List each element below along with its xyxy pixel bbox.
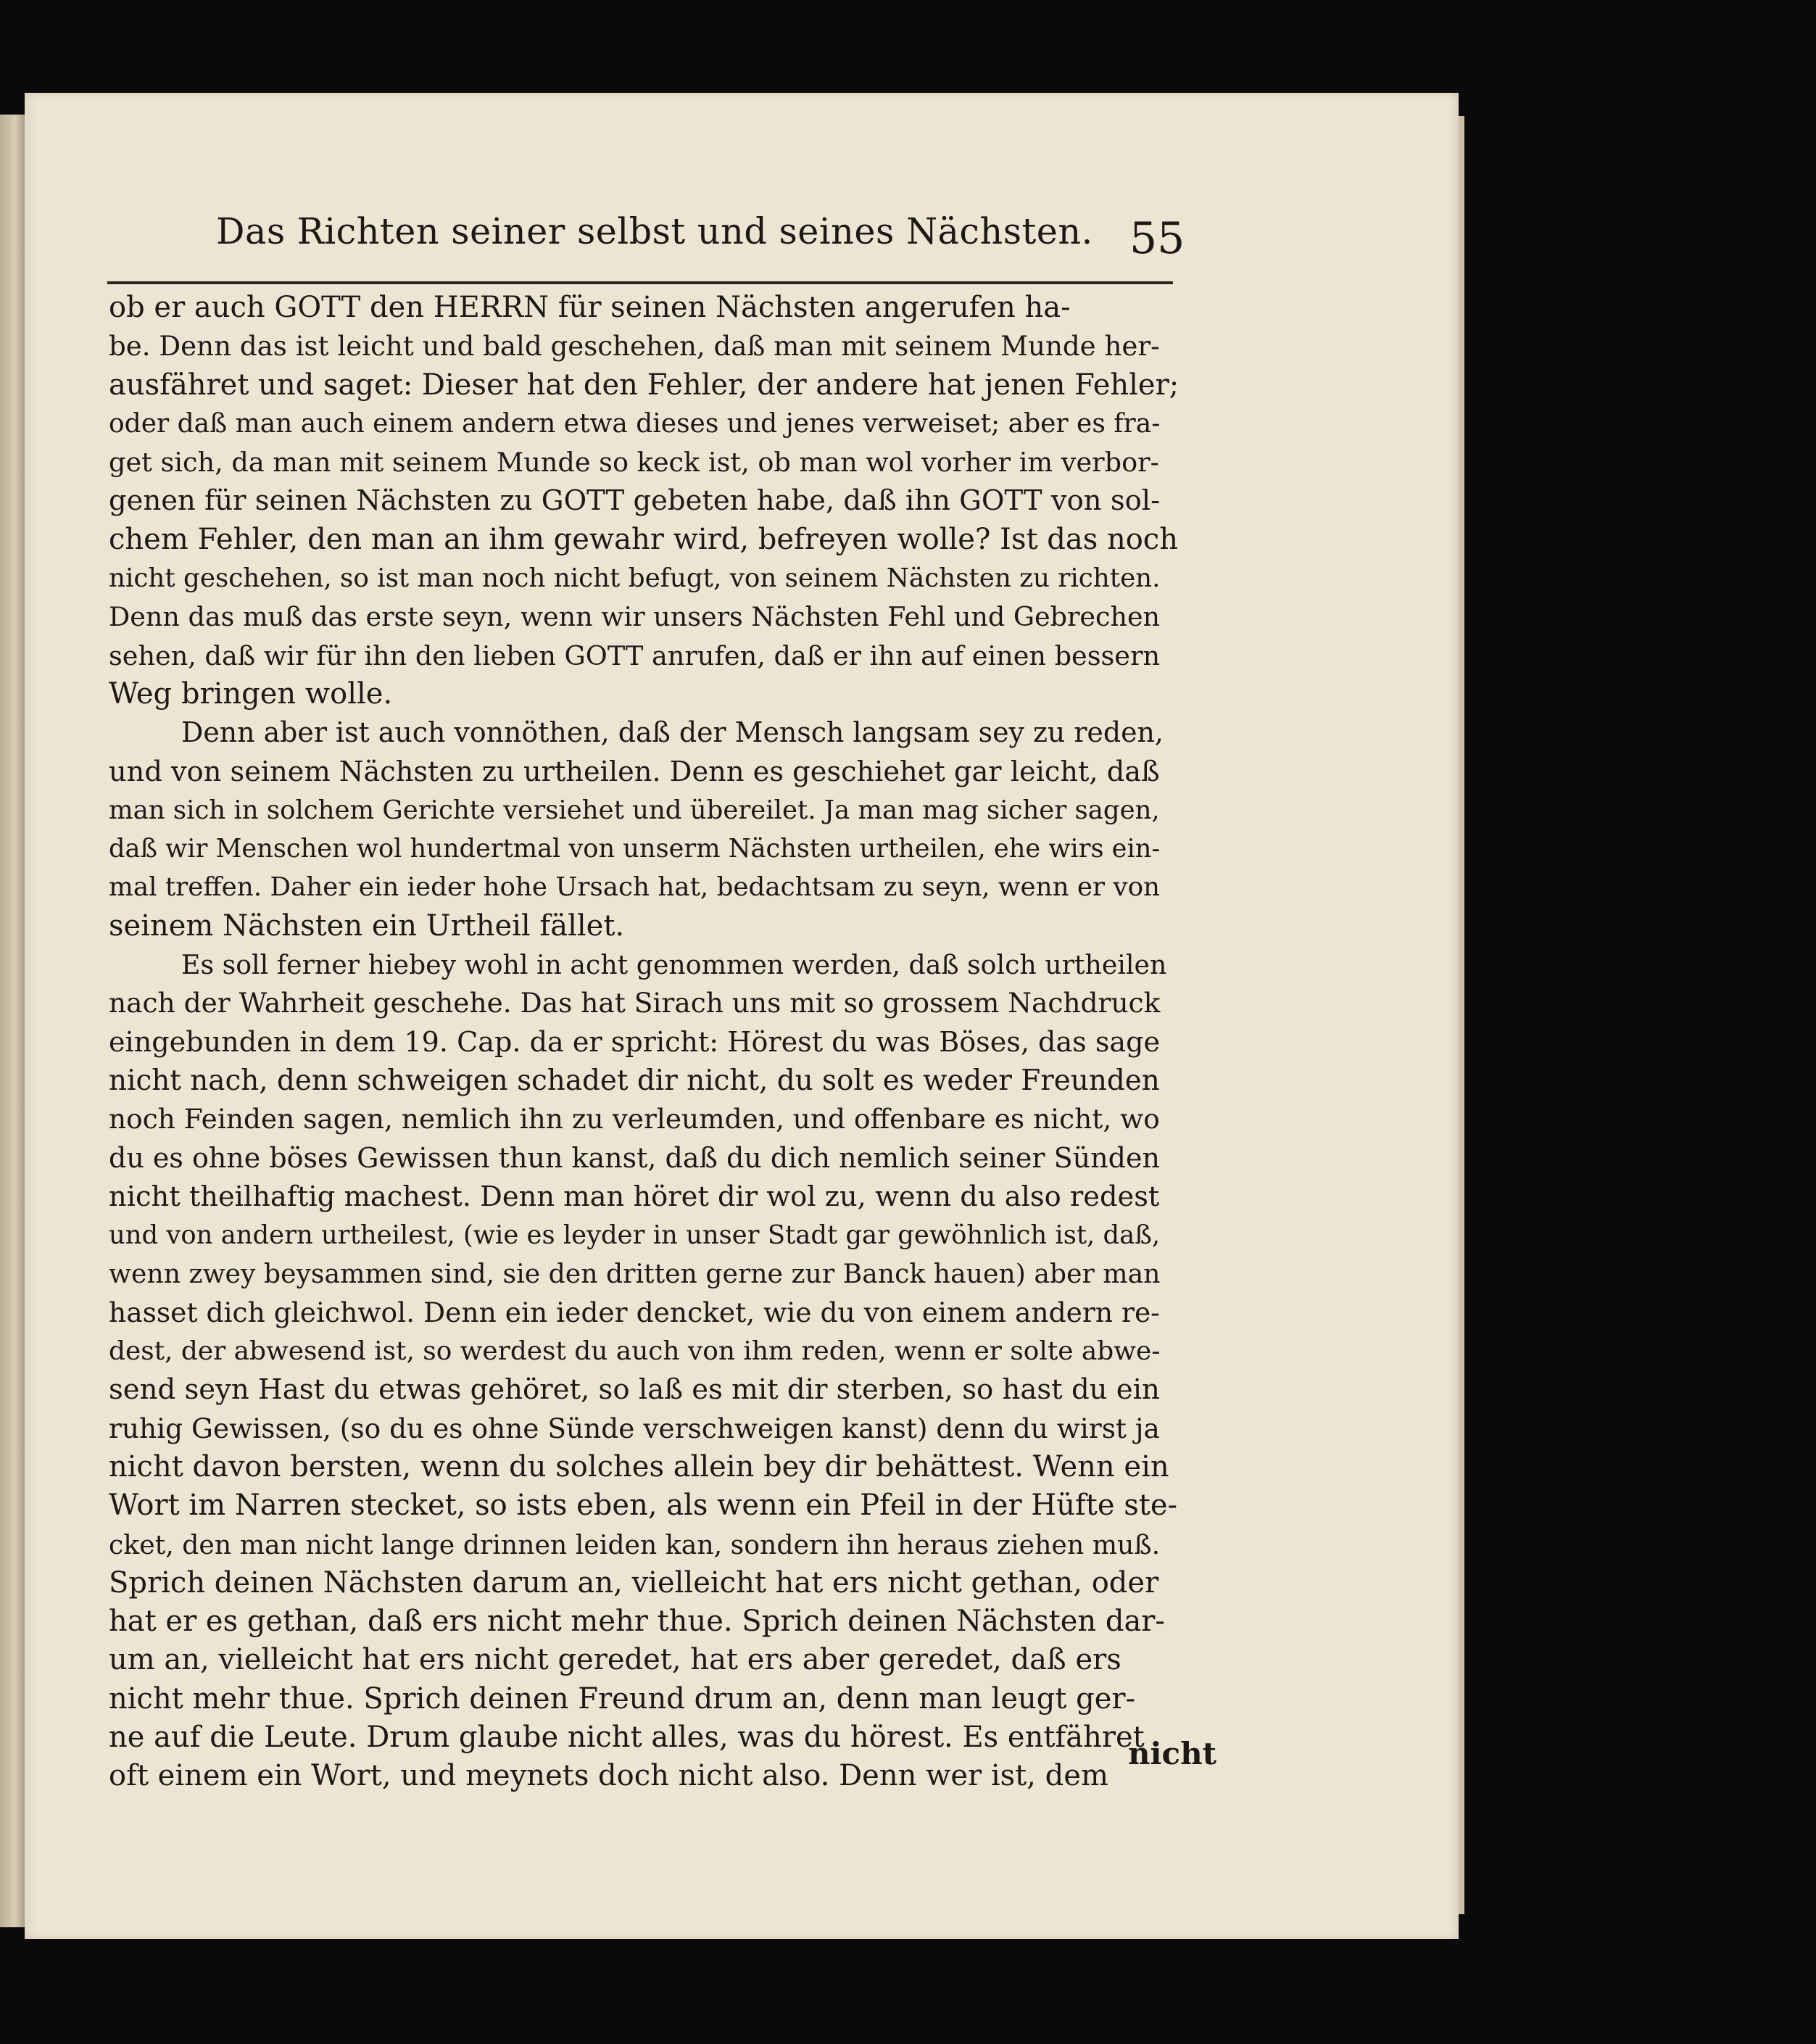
text-line: wenn zwey beysammen sind, sie den dritten gerne zur Banck hauen) aber man: [109, 1258, 1161, 1290]
text-line: nicht theilhaftig machest. Denn man höret dir wol zu, wenn du also redest: [109, 1180, 1160, 1213]
text-line: du es ohne böses Gewissen thun kanst, daß du dich nemlich seiner Sünden: [109, 1141, 1160, 1174]
left-page-edge: [0, 115, 25, 1927]
body-text: [109, 289, 1182, 1796]
text-line: dest, der abwesend ist, so werdest du auch von ihm reden, wenn er solte abwe-: [109, 1336, 1161, 1367]
text-line: oder daß man auch einem andern etwa dieses und jenes verweiset; aber es fra-: [109, 408, 1161, 439]
text-line: daß wir Menschen wol hundertmal von unserm Nächsten urtheilen, ehe wirs ein-: [109, 834, 1161, 864]
text-line: genen für seinen Nächsten zu GOTT gebeten habe, daß ihn GOTT von sol-: [109, 484, 1161, 518]
text-line: Wort im Narren stecket, so ists eben, als wenn ein Pfeil in der Hüfte ste-: [109, 1489, 1178, 1523]
text-line: seinem Nächsten ein Urtheil fället.: [109, 909, 625, 943]
text-line: noch Feinden sagen, nemlich ihn zu verleumden, und offenbare es nicht, wo: [109, 1103, 1160, 1135]
text-line: cket, den man nicht lange drinnen leiden kan, sondern ihn heraus ziehen muß.: [109, 1528, 1161, 1560]
text-line: Es soll ferner hiebey wohl in acht genommen werden, daß solch urtheilen: [181, 949, 1167, 981]
page-number: 55: [1129, 213, 1185, 264]
text-line: send seyn Hast du etwas gehöret, so laß es mit dir sterben, so hast du ein: [109, 1373, 1160, 1407]
text-line: nach der Wahrheit geschehe. Das hat Sirach uns mit so grossem Nachdruck: [109, 987, 1161, 1019]
text-line: ob er auch GOTT den HERRN für seinen Nächsten angerufen ha-: [109, 291, 1071, 324]
page-header: [216, 210, 1185, 268]
text-line: Sprich deinen Nächsten darum an, vielleicht hat ers nicht gethan, oder: [109, 1565, 1159, 1600]
text-line: be. Denn das ist leicht und bald geschehen, daß man mit seinem Munde her-: [109, 331, 1160, 363]
text-line: Weg bringen wolle.: [109, 676, 393, 711]
text-line: mal treffen. Daher ein ieder hohe Ursach hat, bedachtsam zu seyn, wenn er von: [109, 872, 1161, 903]
text-line: ne auf die Leute. Drum glaube nicht alles, was du hörest. Es entfähret: [109, 1720, 1145, 1754]
text-line: Denn das muß das erste seyn, wenn wir unsers Nächsten Fehl und Gebrechen: [109, 601, 1161, 633]
text-line: und von seinem Nächsten zu urtheilen. Denn es geschiehet gar leicht, daß: [109, 755, 1160, 788]
catchword: nicht: [1128, 1736, 1217, 1771]
text-line: um an, vielleicht hat ers nicht geredet, hat ers aber geredet, daß ers: [109, 1643, 1121, 1677]
text-line: eingebunden in dem 19. Cap. da er spricht: Hörest du was Böses, das sage: [109, 1025, 1161, 1058]
text-line: nicht davon bersten, wenn du solches allein bey dir behättest. Wenn ein: [109, 1449, 1169, 1484]
text-line: get sich, da man mit seinem Munde so keck ist, ob man wol vorher im verbor-: [109, 447, 1160, 479]
header-rule: [107, 281, 1173, 284]
text-line: oft einem ein Wort, und meynets doch nicht also. Denn wer ist, dem: [109, 1759, 1108, 1793]
text-line: chem Fehler, den man an ihm gewahr wird, befreyen wolle? Ist das noch: [109, 522, 1178, 556]
text-line: nicht nach, denn schweigen schadet dir nicht, du solt es weder Freunden: [109, 1064, 1160, 1097]
text-line: hasset dich gleichwol. Denn ein ieder dencket, wie du von einem andern re-: [109, 1296, 1160, 1328]
text-line: hat er es gethan, daß ers nicht mehr thue. Sprich deinen Nächsten dar-: [109, 1605, 1165, 1639]
text-line: nicht mehr thue. Sprich deinen Freund drum an, denn man leugt ger-: [109, 1681, 1136, 1716]
text-line: sehen, daß wir für ihn den lieben GOTT anrufen, daß er ihn auf einen bessern: [109, 640, 1161, 671]
text-line: nicht geschehen, so ist man noch nicht befugt, von seinem Nächsten zu richten.: [109, 563, 1161, 594]
text-line: Denn aber ist auch vonnöthen, daß der Mensch langsam sey zu reden,: [181, 716, 1164, 749]
running-title: Das Richten seiner selbst und seines Nächsten.: [216, 210, 1093, 252]
page-fore-edge: [1459, 116, 1464, 1914]
text-line: und von andern urtheilest, (wie es leyder in unser Stadt gar gewöhnlich ist, daß,: [109, 1220, 1161, 1251]
text-line: man sich in solchem Gerichte versiehet und übereilet. Ja man mag sicher sagen,: [109, 795, 1160, 825]
text-line: ruhig Gewissen, (so du es ohne Sünde verschweigen kanst) denn du wirst ja: [109, 1412, 1160, 1444]
text-line: ausfähret und saget: Dieser hat den Fehler, der andere hat jenen Fehler;: [109, 368, 1179, 402]
